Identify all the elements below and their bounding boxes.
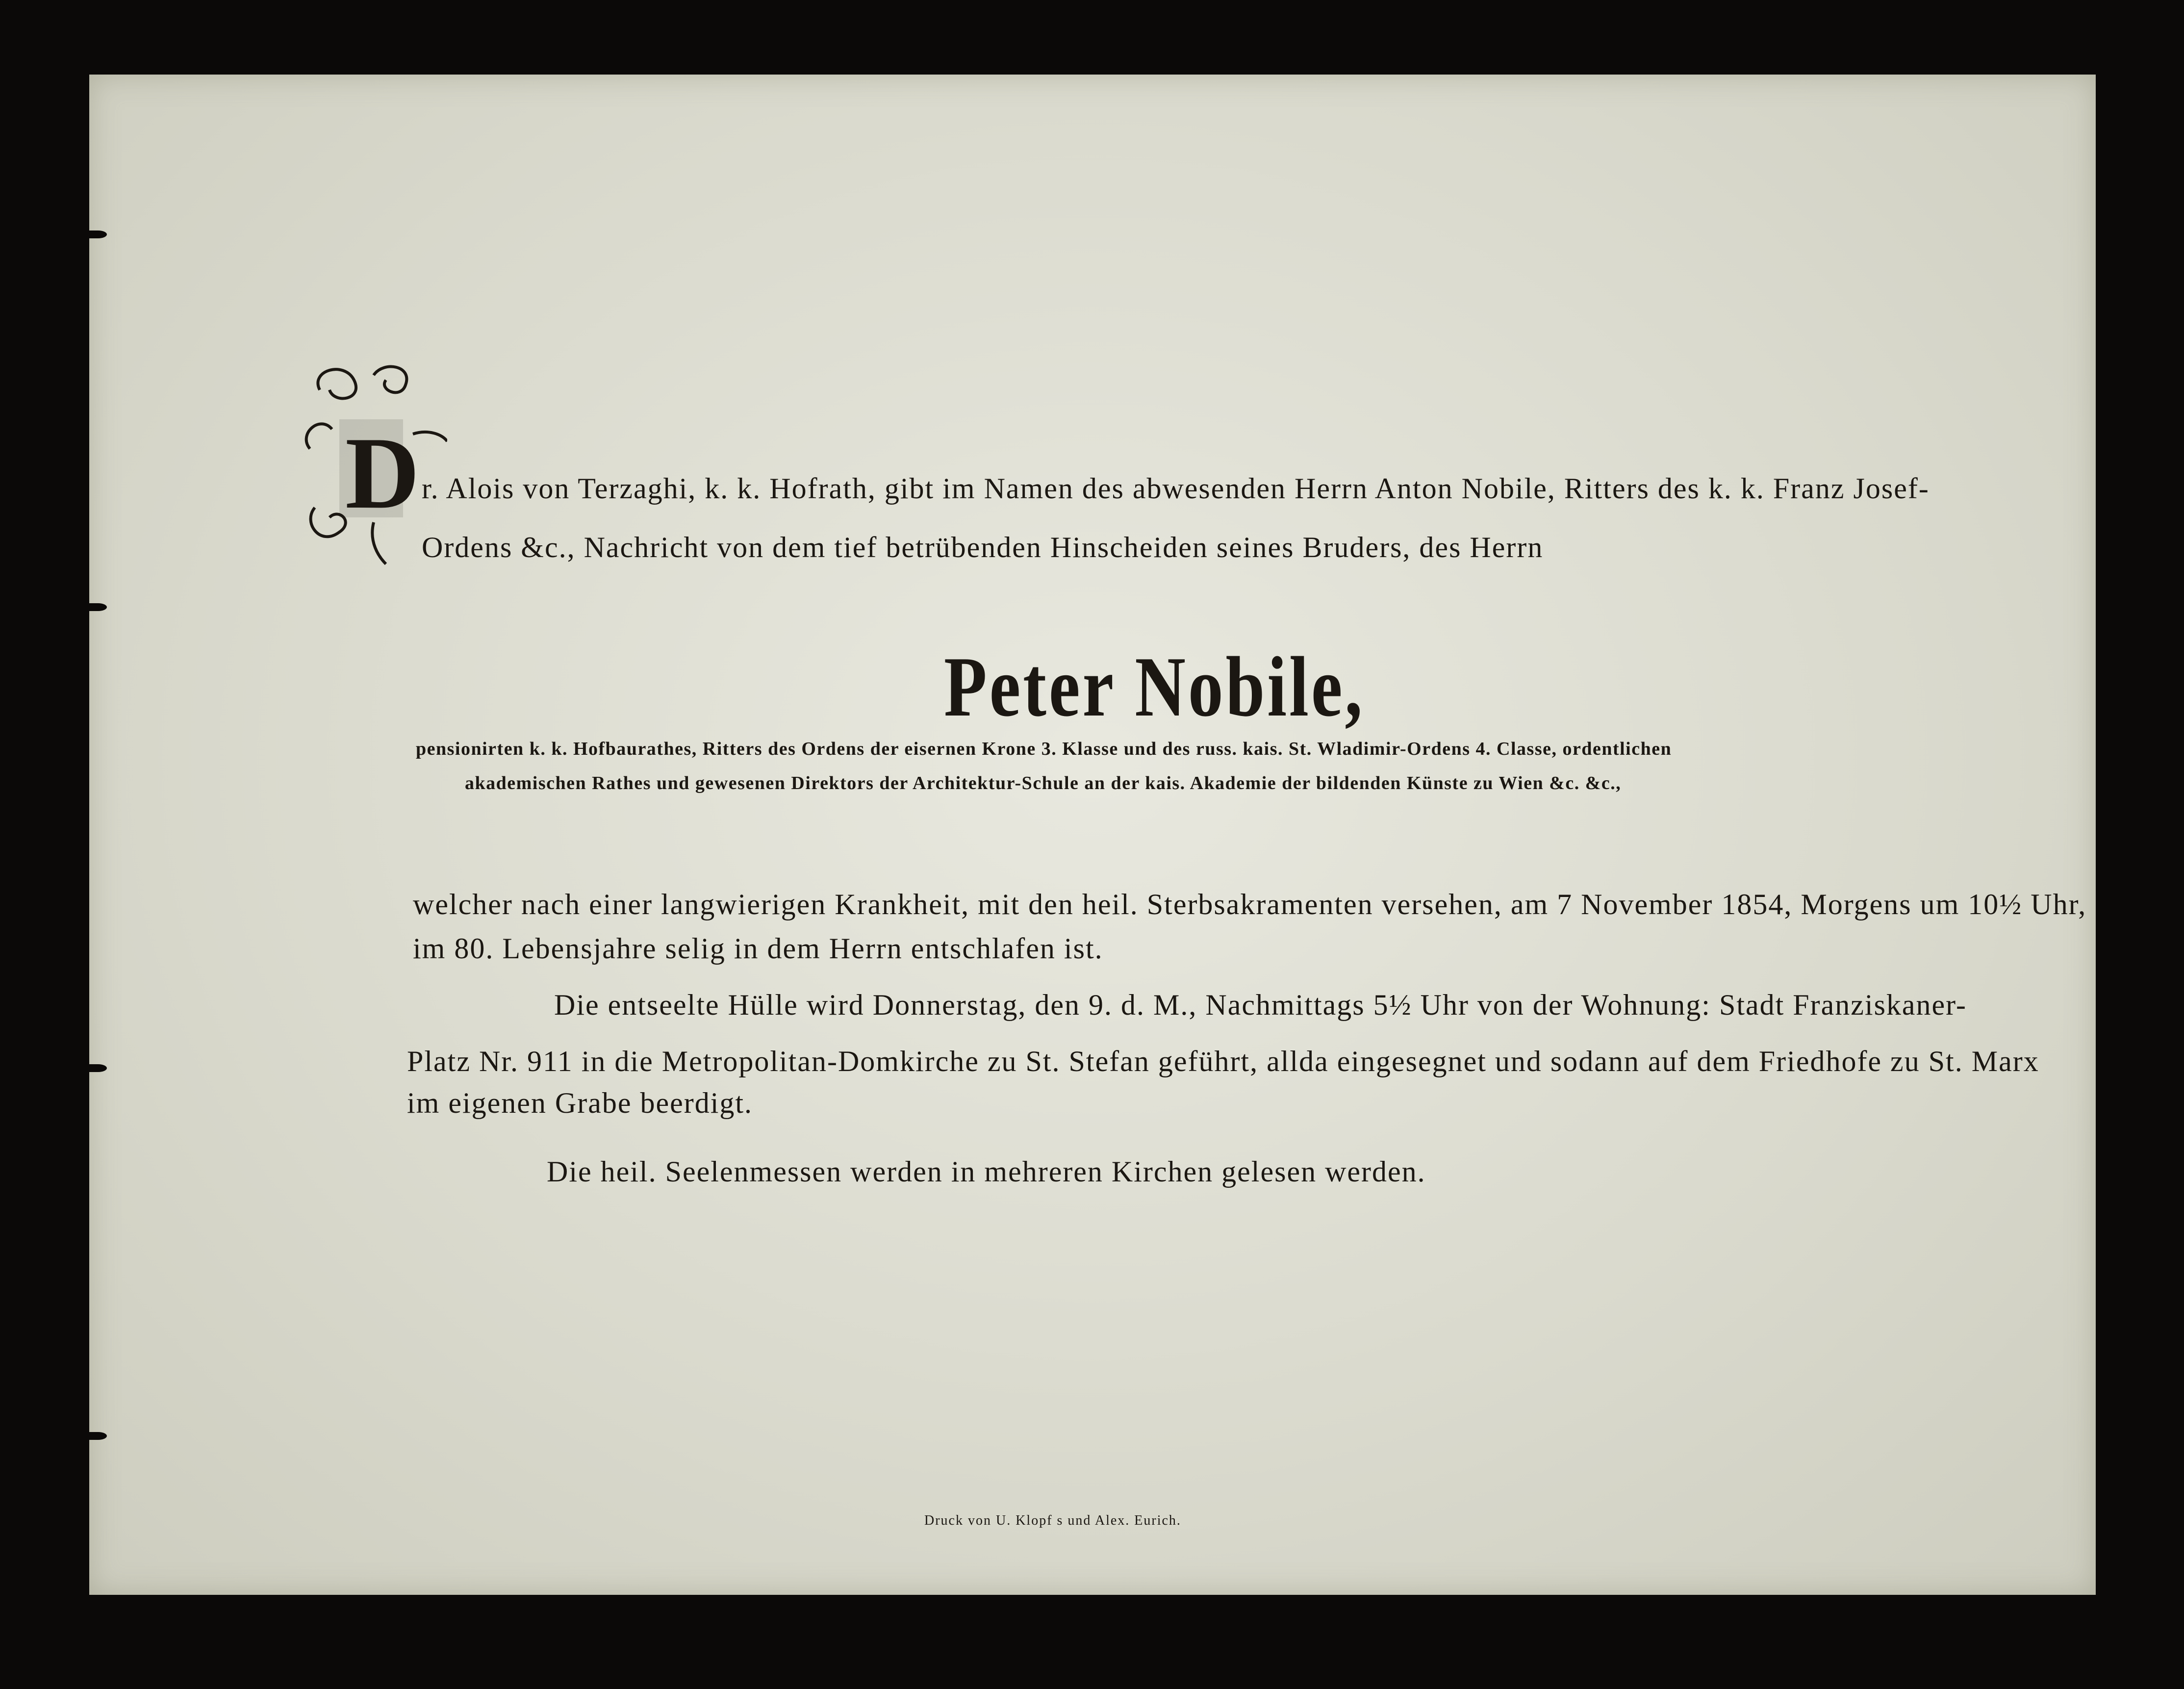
sheet-tear <box>89 603 107 611</box>
paragraph-2-line-1: Die entseelte Hülle wird Donnerstag, den 9. d. M., Nachmittags 5½ Uhr von der Wohnung: Stadt Franziskaner- <box>554 989 1967 1021</box>
paragraph-1-line-1: welcher nach einer langwierigen Krankheit, mit den heil. Sterbsakramenten versehen, am 7 November 1854, Morgens um 10½ Uhr, <box>413 888 2087 921</box>
paragraph-2-line-3: im eigenen Grabe beerdigt. <box>407 1087 753 1119</box>
intro-line-2: Ordens &c., Nachricht von dem tief betrübenden Hinscheiden seines Bruders, des Herrn <box>422 531 1544 563</box>
title-line-1: pensionirten k. k. Hofbaurathes, Ritters des Ordens der eisernen Krone 3. Klasse und des russ. kais. St. Wladimir-Ordens 4. Classe, ordentlichen <box>416 739 1672 759</box>
paragraph-1-line-2: im 80. Lebensjahre selig in dem Herrn entschlafen ist. <box>413 932 1103 965</box>
sheet-tear <box>89 230 107 238</box>
sheet-tear <box>89 1432 107 1440</box>
document-sheet <box>89 75 2096 1595</box>
initial-letter: D <box>345 416 420 530</box>
deceased-name: Peter Nobile, <box>944 639 1365 734</box>
title-line-2: akademischen Rathes und gewesenen Direktors der Architektur-Schule an der kais. Akademie der bildenden Künste zu Wien &c. &c., <box>465 773 1622 793</box>
sheet-tear <box>89 1064 107 1072</box>
paragraph-2-line-2: Platz Nr. 911 in die Metropolitan-Domkirche zu St. Stefan geführt, allda eingesegnet und sodann auf dem Friedhofe zu St. Marx <box>407 1045 2039 1077</box>
paragraph-3: Die heil. Seelenmessen werden in mehreren Kirchen gelesen werden. <box>547 1155 1426 1188</box>
printer-imprint: Druck von U. Klopf s und Alex. Eurich. <box>924 1513 1181 1528</box>
intro-line-1: r. Alois von Terzaghi, k. k. Hofrath, gibt im Namen des abwesenden Herrn Anton Nobile, Ritters des k. k. Franz Josef- <box>422 472 1930 505</box>
